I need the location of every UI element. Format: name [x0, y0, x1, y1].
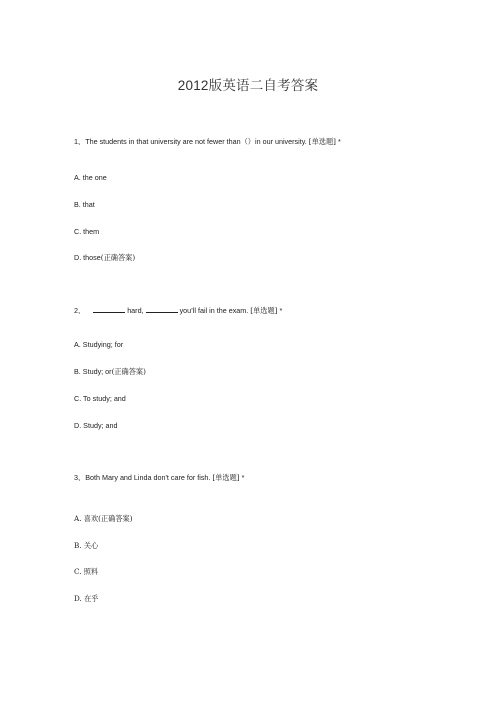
question-3-option-b — [74, 541, 98, 551]
option-text: D. those — [74, 253, 101, 262]
question-type-tag: [单选题] — [212, 473, 240, 482]
question-2-option-a — [74, 340, 123, 350]
question-text-part: you’ll fail in the exam. — [179, 306, 249, 315]
question-1-option-d — [74, 253, 135, 263]
document-title: 2012版英语二自考答案 — [177, 78, 319, 93]
question-3-stem — [74, 473, 244, 483]
question-text: Both Mary and Linda don't care for fish. — [85, 473, 211, 482]
question-3-option-d — [74, 594, 98, 604]
question-number: 2、 — [74, 306, 86, 315]
option-text: B. Study; or — [74, 367, 112, 376]
question-type-tag: [单选题] — [308, 137, 336, 146]
answer-mark: (正确答案) — [98, 514, 133, 523]
question-2-option-c — [74, 394, 126, 404]
question-number: 1、 — [74, 137, 86, 146]
question-type-tag: [单选题] — [250, 306, 278, 315]
option-text: A. the one — [74, 173, 107, 182]
question-3-option-a — [74, 514, 133, 524]
question-text-part: hard, — [127, 306, 144, 315]
question-1-option-c — [74, 227, 99, 237]
question-number: 3、 — [74, 473, 86, 482]
question-2-option-b — [74, 367, 146, 377]
fill-blank — [146, 305, 178, 313]
answer-mark: (正确答案) — [100, 253, 136, 262]
required-mark: * — [241, 473, 245, 482]
fill-blank — [93, 305, 125, 313]
answer-mark: (正确答案) — [111, 367, 146, 376]
option-text: C. To study; and — [74, 394, 126, 403]
question-text: The students in that university are not fewer than（）in our university. — [85, 137, 307, 146]
question-1-option-a — [74, 173, 107, 183]
option-text: A. 喜欢 — [74, 514, 99, 523]
option-text: C. them — [74, 227, 100, 236]
required-mark: * — [279, 306, 283, 315]
option-text: D. 在乎 — [74, 594, 99, 603]
question-3-option-c — [74, 567, 98, 577]
option-text: B. 关心 — [74, 541, 99, 550]
question-1-stem — [74, 137, 341, 147]
option-text: A. Studying; for — [74, 340, 124, 349]
question-1-option-b — [74, 200, 95, 210]
required-mark: * — [337, 137, 341, 146]
question-2-stem — [74, 305, 282, 316]
option-text: C. 照料 — [74, 567, 99, 576]
option-text: D. Study; and — [74, 421, 118, 430]
option-text: B. that — [74, 200, 95, 209]
question-2-option-d — [74, 421, 118, 431]
